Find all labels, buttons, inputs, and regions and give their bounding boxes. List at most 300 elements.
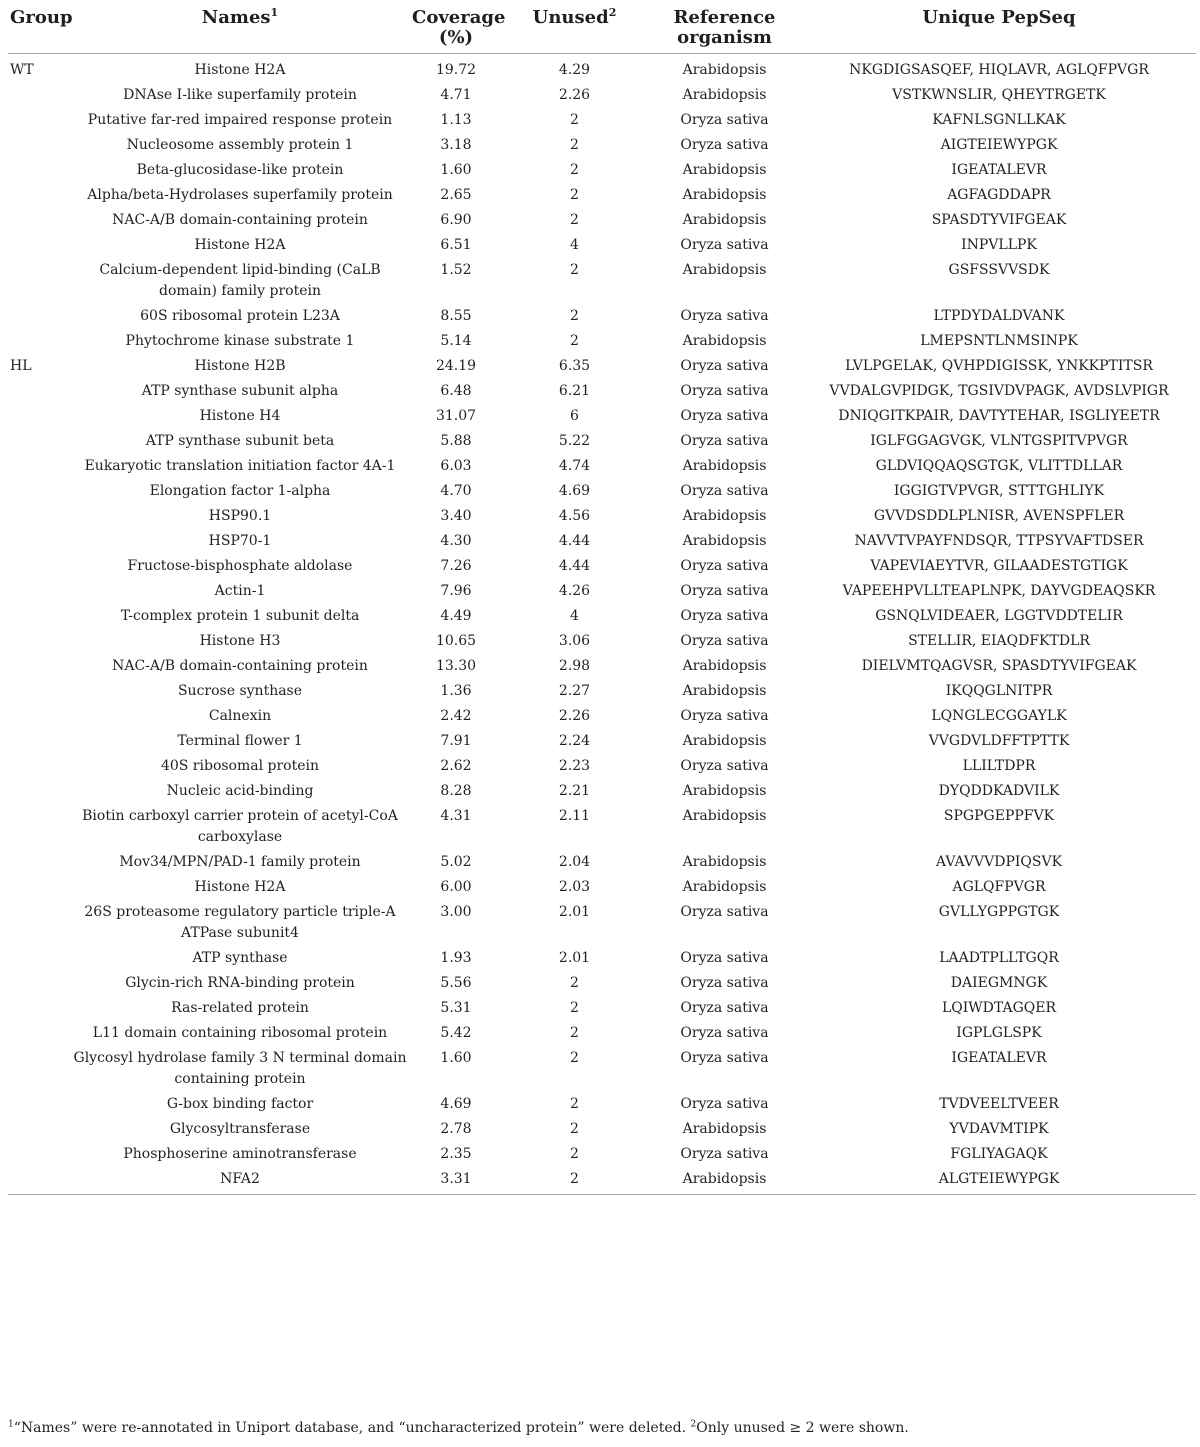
cell-group: [8, 554, 70, 579]
cell-group: [8, 654, 70, 679]
cell-coverage: 3.18: [440, 137, 472, 153]
cell-pepseq: DYQDDKADVILK: [938, 783, 1060, 799]
header-names-label: Names: [201, 7, 271, 28]
table-row: [8, 83, 1196, 108]
cell-name: 40S ribosomal protein: [160, 758, 320, 774]
cell-group: [8, 850, 70, 875]
cell-coverage: 1.52: [440, 262, 472, 278]
cell-organism: Arabidopsis: [682, 212, 767, 228]
table-row: [8, 504, 1196, 529]
table-row: [8, 875, 1196, 900]
cell-organism: Oryza sativa: [680, 358, 769, 374]
cell-coverage: 5.56: [440, 975, 472, 991]
cell-group: [8, 754, 70, 779]
cell-organism: Oryza sativa: [680, 1025, 769, 1041]
cell-organism: Arabidopsis: [682, 854, 767, 870]
cell-group: [8, 804, 70, 850]
cell-group: [8, 429, 70, 454]
header-names: [70, 4, 410, 54]
table-row: [8, 1021, 1196, 1046]
table-row: [8, 379, 1196, 404]
table-row: [8, 679, 1196, 704]
cell-unused: 2: [570, 212, 579, 228]
cell-group: [8, 479, 70, 504]
cell-name: Calcium-dependent lipid-binding (CaLB domain) family protein: [99, 262, 381, 299]
cell-group: [8, 1117, 70, 1142]
cell-group: [8, 604, 70, 629]
cell-group: [8, 900, 70, 946]
cell-organism: Arabidopsis: [682, 533, 767, 549]
cell-coverage: 6.51: [440, 237, 472, 253]
cell-pepseq: DNIQGITKPAIR, DAVTYTEHAR, ISGLIYEETR: [838, 408, 1160, 424]
footnote-marker-1: 1: [8, 1419, 14, 1430]
cell-group: [8, 304, 70, 329]
table-row: [8, 629, 1196, 654]
cell-name: Glycosyl hydrolase family 3 N terminal domain containing protein: [73, 1050, 407, 1087]
cell-organism: Oryza sativa: [680, 633, 769, 649]
cell-organism: Oryza sativa: [680, 1000, 769, 1016]
cell-pepseq: NAVVTVPAYFNDSQR, TTPSYVAFTDSER: [854, 533, 1144, 549]
cell-group: [8, 454, 70, 479]
cell-unused: 2: [570, 137, 579, 153]
header-unused-footnote-marker: 2: [608, 6, 617, 19]
cell-unused: 2.23: [558, 758, 591, 774]
header-unused-label: Unused: [532, 7, 609, 28]
cell-coverage: 7.26: [440, 558, 472, 574]
table-footnote: [8, 1418, 909, 1438]
cell-pepseq: TVDVEELTVEER: [939, 1096, 1059, 1112]
table-row: [8, 354, 1196, 379]
cell-group: [8, 946, 70, 971]
cell-organism: Oryza sativa: [680, 608, 769, 624]
cell-name: Alpha/beta-Hydrolases superfamily protein: [87, 187, 393, 203]
cell-unused: 5.22: [558, 433, 591, 449]
cell-unused: 2: [570, 1096, 579, 1112]
cell-pepseq: YVDAVMTIPK: [949, 1121, 1049, 1137]
cell-pepseq: GSFSSVVSDK: [948, 262, 1050, 278]
cell-unused: 2.24: [558, 733, 591, 749]
cell-coverage: 1.60: [440, 162, 472, 178]
cell-group: [8, 679, 70, 704]
header-coverage-label: Coverage (%): [412, 7, 506, 48]
table-row: [8, 133, 1196, 158]
cell-unused: 2: [570, 112, 579, 128]
cell-organism: Arabidopsis: [682, 458, 767, 474]
cell-unused: 2: [570, 333, 579, 349]
cell-pepseq: VAPEVIAEYTVR, GILAADESTGTIGK: [870, 558, 1128, 574]
cell-unused: 2.01: [558, 904, 591, 920]
cell-group: [8, 779, 70, 804]
table-row: [8, 529, 1196, 554]
cell-unused: 4.56: [558, 508, 591, 524]
cell-unused: 2: [502, 1167, 647, 1195]
table-row: [8, 329, 1196, 354]
cell-name: L11 domain containing ribosomal protein: [92, 1025, 388, 1041]
cell-name: Glycosyltransferase: [169, 1121, 311, 1137]
cell-unused: 4.26: [558, 583, 591, 599]
cell-name: Histone H2A: [194, 237, 286, 253]
table-row: [8, 183, 1196, 208]
cell-pepseq: NKGDIGSASQEF, HIQLAVR, AGLQFPVGR: [849, 62, 1149, 78]
cell-coverage: 2.62: [440, 758, 472, 774]
cell-unused: 2: [570, 1000, 579, 1016]
table-row: [8, 971, 1196, 996]
cell-name: Histone H3: [199, 633, 281, 649]
cell-group: [8, 729, 70, 754]
cell-group: [8, 1046, 70, 1092]
cell-organism: Oryza sativa: [680, 433, 769, 449]
table-row: [8, 704, 1196, 729]
cell-organism: Arabidopsis: [682, 783, 767, 799]
cell-name: NAC-A/B domain-containing protein: [112, 212, 368, 228]
cell-pepseq: GSNQLVIDEAER, LGGTVDDTELIR: [875, 608, 1123, 624]
cell-pepseq: VSTKWNSLIR, QHEYTRGETK: [892, 87, 1106, 103]
cell-group: [8, 504, 70, 529]
cell-name: Ras-related protein: [171, 1000, 309, 1016]
cell-unused: 2: [570, 975, 579, 991]
cell-unused: 3.06: [558, 633, 591, 649]
cell-organism: Arabidopsis: [682, 62, 767, 78]
cell-coverage: 4.30: [440, 533, 472, 549]
cell-pepseq: LVLPGELAK, QVHPDIGISSK, YNKKPTITSR: [845, 358, 1153, 374]
cell-group: [8, 379, 70, 404]
cell-coverage: 3.40: [440, 508, 472, 524]
cell-unused: 2.01: [558, 950, 591, 966]
cell-pepseq: LQNGLECGGAYLK: [931, 708, 1067, 724]
header-pepseq-label: Unique PepSeq: [922, 7, 1076, 28]
cell-name: Biotin carboxyl carrier protein of acetyl-CoA carboxylase: [82, 808, 398, 845]
cell-pepseq: AVAVVVDPIQSVK: [935, 854, 1063, 870]
cell-pepseq: VAPEEHPVLLTEAPLNPK, DAYVGDEAQSKR: [842, 583, 1156, 599]
cell-coverage: 8.28: [440, 783, 472, 799]
cell-unused: 4.74: [558, 458, 591, 474]
cell-organism: Arabidopsis: [647, 1167, 802, 1195]
table-row: [8, 754, 1196, 779]
cell-pepseq: AGFAGDDAPR: [947, 187, 1051, 203]
cell-coverage: 7.96: [440, 583, 472, 599]
table-row: [8, 1117, 1196, 1142]
cell-organism: Oryza sativa: [680, 112, 769, 128]
table-row: [8, 208, 1196, 233]
cell-unused: 4: [570, 237, 579, 253]
cell-unused: 4.44: [558, 533, 591, 549]
cell-pepseq: IKQQGLNITPR: [945, 683, 1053, 699]
cell-organism: Oryza sativa: [680, 758, 769, 774]
cell-name: HSP90.1: [208, 508, 272, 524]
cell-coverage: 3.00: [440, 904, 472, 920]
cell-organism: Oryza sativa: [680, 1096, 769, 1112]
cell-group: [8, 183, 70, 208]
cell-organism: Arabidopsis: [682, 508, 767, 524]
cell-pepseq: VVGDVLDFFTPTTK: [928, 733, 1070, 749]
cell-unused: 4.69: [558, 483, 591, 499]
table-row: [8, 729, 1196, 754]
cell-group: [8, 233, 70, 258]
cell-group: [8, 996, 70, 1021]
table-row: [8, 258, 1196, 304]
cell-name: HSP70-1: [208, 533, 272, 549]
table-row: [8, 554, 1196, 579]
header-organism: [647, 4, 802, 54]
cell-unused: 2.04: [558, 854, 591, 870]
cell-organism: Arabidopsis: [682, 262, 767, 278]
cell-group: [8, 329, 70, 354]
table-row: [8, 1092, 1196, 1117]
cell-group: WT: [10, 62, 34, 78]
cell-name: Sucrose synthase: [177, 683, 303, 699]
cell-pepseq: KAFNLSGNLLKAK: [932, 112, 1066, 128]
cell-unused: 2.11: [558, 808, 591, 824]
cell-name: Actin-1: [214, 583, 266, 599]
cell-coverage: 10.65: [435, 633, 477, 649]
cell-coverage: 2.78: [440, 1121, 472, 1137]
cell-coverage: 6.00: [440, 879, 472, 895]
cell-pepseq: IGLFGGAGVGK, VLNTGSPITVPVGR: [870, 433, 1128, 449]
cell-coverage: 4.49: [440, 608, 472, 624]
cell-pepseq: LTPDYDALDVANK: [933, 308, 1065, 324]
cell-pepseq: DIELVMTQAGVSR, SPASDTYVIFGEAK: [861, 658, 1137, 674]
cell-organism: Arabidopsis: [682, 658, 767, 674]
cell-organism: Arabidopsis: [682, 162, 767, 178]
cell-pepseq: SPASDTYVIFGEAK: [931, 212, 1067, 228]
cell-organism: Arabidopsis: [682, 87, 767, 103]
cell-coverage: 4.31: [440, 808, 472, 824]
cell-coverage: 1.60: [440, 1050, 472, 1066]
header-group-label: Group: [10, 7, 73, 28]
cell-unused: 4.44: [558, 558, 591, 574]
cell-name: Phytochrome kinase substrate 1: [125, 333, 355, 349]
cell-organism: Oryza sativa: [680, 904, 769, 920]
cell-coverage: 6.03: [440, 458, 472, 474]
cell-coverage: 8.55: [440, 308, 472, 324]
cell-coverage: 5.42: [440, 1025, 472, 1041]
cell-organism: Oryza sativa: [680, 1050, 769, 1066]
cell-pepseq: FGLIYAGAQK: [950, 1146, 1048, 1162]
cell-name: Glycin-rich RNA-binding protein: [125, 975, 355, 991]
cell-group: [8, 258, 70, 304]
cell-name: Putative far-red impaired response protein: [87, 112, 393, 128]
cell-name: Eukaryotic translation initiation factor 4A-1: [84, 458, 396, 474]
cell-group: [8, 133, 70, 158]
cell-pepseq: GLDVIQQAQSGTGK, VLITTDLLAR: [875, 458, 1123, 474]
cell-name: Histone H2B: [194, 358, 286, 374]
cell-organism: Arabidopsis: [682, 879, 767, 895]
cell-name: Histone H4: [199, 408, 281, 424]
footnote-text-1: “Names” were re-annotated in Uniport database, and “uncharacterized protein” were deleted.: [13, 1420, 691, 1436]
table-row: [8, 946, 1196, 971]
cell-pepseq: STELLIR, EIAQDFKTDLR: [908, 633, 1090, 649]
table-row: [8, 900, 1196, 946]
cell-pepseq: LLILTDPR: [962, 758, 1036, 774]
cell-unused: 2: [570, 1121, 579, 1137]
cell-pepseq: IGPLGLSPK: [956, 1025, 1042, 1041]
cell-unused: 4: [570, 608, 579, 624]
cell-organism: Arabidopsis: [682, 333, 767, 349]
cell-group: [8, 971, 70, 996]
header-pepseq: [802, 4, 1196, 54]
cell-name: Calnexin: [208, 708, 272, 724]
cell-name: NAC-A/B domain-containing protein: [112, 658, 368, 674]
table-row: [8, 604, 1196, 629]
cell-organism: Oryza sativa: [680, 308, 769, 324]
table-row: [8, 233, 1196, 258]
cell-unused: 6.35: [558, 358, 591, 374]
cell-name: G-box binding factor: [166, 1096, 314, 1112]
cell-coverage: 4.70: [440, 483, 472, 499]
table-row: [8, 804, 1196, 850]
cell-coverage: 5.31: [440, 1000, 472, 1016]
cell-name: Terminal flower 1: [177, 733, 303, 749]
table-row: [8, 454, 1196, 479]
cell-coverage: 5.02: [440, 854, 472, 870]
cell-name: Beta-glucosidase-like protein: [136, 162, 344, 178]
table-row: [8, 1167, 1196, 1195]
cell-pepseq: GVVDSDDLPLNISR, AVENSPFLER: [873, 508, 1125, 524]
table-row: [8, 1142, 1196, 1167]
cell-name: Histone H2A: [194, 879, 286, 895]
cell-coverage: 2.65: [440, 187, 472, 203]
cell-pepseq: AIGTEIEWYPGK: [940, 137, 1058, 153]
cell-unused: 2: [570, 187, 579, 203]
header-organism-label: Reference organism: [673, 7, 776, 48]
header-coverage: [410, 4, 506, 54]
table-row: [8, 850, 1196, 875]
cell-name: 26S proteasome regulatory particle triple-A ATPase subunit4: [84, 904, 396, 941]
cell-organism: Arabidopsis: [682, 1121, 767, 1137]
cell-coverage: 31.07: [435, 408, 477, 424]
cell-name: Elongation factor 1-alpha: [149, 483, 331, 499]
cell-coverage: 6.48: [440, 383, 472, 399]
cell-name: ATP synthase subunit beta: [145, 433, 335, 449]
cell-unused: 6: [570, 408, 579, 424]
header-row: [8, 4, 1196, 54]
cell-organism: Oryza sativa: [680, 383, 769, 399]
table-header: [8, 4, 1196, 54]
cell-pepseq: AGLQFPVGR: [952, 879, 1046, 895]
cell-name: DNAse I-like superfamily protein: [123, 87, 357, 103]
table-row: [8, 1046, 1196, 1092]
cell-organism: Arabidopsis: [682, 187, 767, 203]
cell-pepseq: LQIWDTAGQER: [941, 1000, 1057, 1016]
cell-name: 60S ribosomal protein L23A: [140, 308, 340, 324]
cell-name: Phosphoserine aminotransferase: [123, 1146, 357, 1162]
cell-unused: 2: [570, 1050, 579, 1066]
cell-pepseq: INPVLLPK: [961, 237, 1037, 253]
cell-group: [8, 629, 70, 654]
cell-coverage: 24.19: [435, 358, 477, 374]
cell-organism: Oryza sativa: [680, 708, 769, 724]
header-group: [8, 4, 73, 54]
cell-organism: Oryza sativa: [680, 137, 769, 153]
cell-pepseq: LAADTPLLTGQR: [939, 950, 1059, 966]
cell-coverage: 4.69: [440, 1096, 472, 1112]
cell-group: [8, 529, 70, 554]
cell-pepseq: SPGPGEPPFVK: [943, 808, 1055, 824]
cell-coverage: 19.72: [435, 62, 477, 78]
cell-coverage: 1.13: [440, 112, 472, 128]
cell-unused: 2.98: [558, 658, 591, 674]
cell-name: Histone H2A: [194, 62, 286, 78]
cell-coverage: 4.71: [440, 87, 472, 103]
cell-unused: 2.26: [558, 87, 591, 103]
cell-coverage: 1.36: [440, 683, 472, 699]
cell-pepseq: DAIEGMNGK: [950, 975, 1048, 991]
footnote-text-2: Only unused ≥ 2 were shown.: [696, 1420, 909, 1436]
cell-organism: Oryza sativa: [680, 408, 769, 424]
cell-organism: Arabidopsis: [682, 683, 767, 699]
cell-group: [8, 208, 70, 233]
table-row: [8, 54, 1196, 84]
cell-organism: Oryza sativa: [680, 975, 769, 991]
table-body: [8, 54, 1196, 1195]
cell-unused: 2: [570, 308, 579, 324]
cell-group: [8, 108, 70, 133]
cell-group: [8, 579, 70, 604]
cell-group: [8, 875, 70, 900]
cell-name: ATP synthase subunit alpha: [141, 383, 339, 399]
table-row: [8, 579, 1196, 604]
cell-group: [8, 1021, 70, 1046]
cell-coverage: 2.35: [440, 1146, 472, 1162]
cell-organism: Oryza sativa: [680, 583, 769, 599]
footnote-marker-2: 2: [690, 1419, 697, 1430]
cell-unused: 2: [570, 1146, 579, 1162]
cell-coverage: 6.90: [440, 212, 472, 228]
cell-coverage: 1.93: [440, 950, 472, 966]
cell-organism: Oryza sativa: [680, 1146, 769, 1162]
cell-name: Mov34/MPN/PAD-1 family protein: [119, 854, 361, 870]
cell-group: [8, 404, 70, 429]
table-row: [8, 654, 1196, 679]
cell-coverage: 7.91: [440, 733, 472, 749]
table-row: [8, 304, 1196, 329]
cell-unused: 2: [570, 262, 579, 278]
cell-coverage: 5.14: [440, 333, 472, 349]
cell-unused: 2.26: [558, 708, 591, 724]
table-row: [8, 996, 1196, 1021]
cell-coverage: 5.88: [440, 433, 472, 449]
cell-pepseq: ALGTEIEWYPGK: [802, 1167, 1196, 1195]
cell-organism: Oryza sativa: [680, 237, 769, 253]
table-row: [8, 108, 1196, 133]
cell-pepseq: GVLLYGPPGTGK: [938, 904, 1060, 920]
cell-group: [8, 1092, 70, 1117]
table-row: [8, 158, 1196, 183]
cell-coverage: 13.30: [435, 658, 477, 674]
protein-table: [8, 4, 1196, 1195]
cell-pepseq: IGEATALEVR: [951, 162, 1047, 178]
header-unused: [502, 4, 647, 54]
cell-group: [8, 158, 70, 183]
cell-organism: Oryza sativa: [680, 950, 769, 966]
cell-unused: 2.27: [558, 683, 591, 699]
cell-pepseq: IGEATALEVR: [951, 1050, 1047, 1066]
cell-group: [8, 83, 70, 108]
cell-name: NFA2: [70, 1167, 410, 1195]
cell-name: Fructose-bisphosphate aldolase: [127, 558, 353, 574]
cell-unused: 2.03: [558, 879, 591, 895]
table-row: [8, 479, 1196, 504]
cell-organism: Arabidopsis: [682, 808, 767, 824]
cell-group: [8, 1142, 70, 1167]
cell-coverage: 2.42: [440, 708, 472, 724]
cell-group: [8, 704, 70, 729]
cell-unused: 6.21: [558, 383, 591, 399]
cell-coverage: 3.31: [410, 1167, 502, 1195]
cell-unused: 2: [570, 162, 579, 178]
cell-group: HL: [10, 358, 32, 374]
cell-name: ATP synthase: [192, 950, 288, 966]
